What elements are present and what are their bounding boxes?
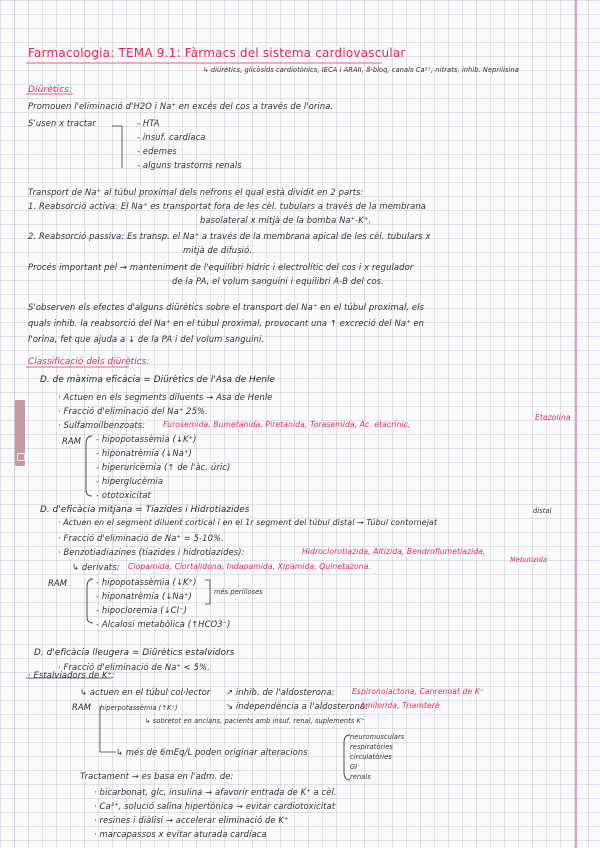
perilloses-bracket: [205, 580, 210, 604]
class-c-title: D. d'eficàcia lleugera = Diürètics estalvidors: [34, 648, 235, 658]
ram-a-item: - hiponatrèmia (↓Na⁺): [96, 448, 192, 458]
use-item: - edemes: [137, 146, 177, 156]
treatment-item: · marcapassos x evitar aturada cardíaca: [94, 829, 267, 839]
alteration-item: renals: [350, 773, 371, 781]
class-b-drugs-1: Hidroclorotiazida, Altizida, Bendroflumetiazida,: [302, 547, 486, 556]
ram-a-item: - ototoxicitat: [96, 490, 151, 500]
process-line-2: de la PA, el volum sanguini i equilibri A-B del cos.: [172, 276, 384, 286]
treatment-item: · resines i diàlisi → accelerar eliminació de K⁺: [94, 815, 289, 825]
ram-b-item: - hipopotassèmia (↓K⁺): [96, 577, 197, 587]
alteration-item: neuromusculars: [350, 733, 405, 741]
alteration-item: circulatòries: [350, 753, 392, 761]
class-c-line-3: ↳ actuen en el túbul col·lector: [80, 687, 211, 697]
class-b-line-3: · Benzotiadiazines (tiazides i hidrotiazides):: [58, 547, 245, 557]
diuretics-heading: Diürètics:: [28, 85, 73, 95]
treatment-item: · bicarbonat, glc, insulina → afavorir entrada de K⁺ a cèl.: [94, 787, 337, 797]
class-b-title: D. d'eficàcia mitjana = Tiazides i Hidrotiazides: [40, 505, 250, 515]
ram-b-brace: [87, 579, 93, 623]
class-c-line-2: · Estalviadors de K⁺:: [28, 670, 116, 680]
passive-reabsorption-2: mitjà de difusió.: [183, 245, 253, 255]
class-a-title: D. de màxima eficàcia = Diürètics de l'Asa de Henle: [40, 375, 276, 385]
class-c-independent-drugs: Amilorida, Triamterè: [360, 701, 440, 710]
class-c-line-3b: ↗ inhib. de l'aldosterona:: [226, 687, 335, 697]
alteration-item: GI: [350, 763, 358, 771]
class-b-drugs-2: Clopamida, Clortalidona, Indapamida, Xipamida, Quinetazona.: [128, 562, 371, 571]
class-c-line-6: ↳ més de 6mEq/L poden originar alteracions: [116, 747, 308, 757]
uses-bracket: [112, 126, 122, 168]
ram-a-item: - hipopotassèmia (↓K⁺): [96, 434, 197, 444]
page-subtitle: ↳ diürètics, glicòsids cardiotònics, IECA i ARAII, ß-bloq, canals Ca²⁺, nitrats, inhib. Neprilisina: [203, 66, 519, 74]
ram-a-item: - hiperglucèmia: [96, 476, 164, 486]
class-b-line-1: · Actuen en el segment diluent cortical i en el 1r segment del túbul distal → Túbul contornejat: [58, 518, 438, 527]
class-b-line-4: ↳ derivats:: [72, 562, 120, 572]
treatment-item: · Ca²⁺, solució salina hipertònica → evitar cardiotoxicitat: [94, 801, 336, 811]
observation-line-2: quals inhib. la reabsorció del Na⁺ en el túbul proximal, provocant una ↑ excreció del Na⁺ en: [28, 318, 425, 328]
use-item: - HTA: [137, 118, 160, 128]
diuretics-line-1: Promouen l'eliminació d'H2O i Na⁺ en excés del cos a través de l'orina.: [28, 101, 334, 111]
class-c-line-5: ↳ sobretot en ancians, pacients amb insuf. renal, suplements K⁺: [145, 717, 365, 725]
passive-reabsorption-1: 2. Reabsorció passiva: Es transp. el Na⁺ a través de la membrana apical de les cèl. tubulars x: [28, 231, 431, 241]
class-a-line-3: · Sulfamoilbenzoats:: [58, 420, 146, 430]
class-c-aldosterone-drugs: Espironolactona, Canrenoat de K⁺: [352, 687, 484, 696]
ram-b-label: RAM: [48, 578, 68, 588]
transport-line: Transport de Na⁺ al túbul proximal dels nefrons el qual està dividit en 2 parts:: [28, 187, 364, 197]
class-b-line-2: · Fracció d'eliminació de Na⁺ = 5-10%.: [58, 533, 224, 543]
class-a-line-1: · Actuen en els segments diluents → Asa de Henle: [58, 392, 273, 402]
class-b-distal: distal: [533, 507, 552, 515]
use-item: - alguns trastorns renals: [137, 160, 242, 170]
class-c-line-4: ↘ independència a l'aldosterona:: [226, 701, 369, 711]
observation-line-1: S'observen els efectes d'alguns diürètics sobre el transport del Na⁺ en el túbul proximal, els: [28, 302, 425, 312]
ram-a-brace: [86, 436, 92, 496]
class-c-line-1: · Fracció d'eliminació de Na⁺ < 5%.: [58, 662, 210, 672]
class-a-drug-extra: Etozolina: [535, 413, 571, 422]
ram-b-item: - Alcalosi metabòlica (↑HCO3⁻): [96, 619, 231, 629]
class-a-drugs: Furosemida, Bumetanida, Piretanida, Torasemida, Àc. etacrínic,: [163, 420, 411, 429]
observation-line-3: l'orina, fet que ajuda a ↓ de la PA i del volum sanguini.: [28, 334, 265, 344]
classification-heading: Classificació dels diürètics:: [28, 357, 150, 367]
diuretics-line-2: S'usen x tractar: [28, 118, 96, 128]
ram-c-item: hiperpotassèmia (↑K⁺): [100, 704, 178, 712]
ram-b-item: - hiponatrèmia (↓Na⁺): [96, 591, 192, 601]
class-b-drug-extra: Mebutizida: [510, 556, 548, 564]
treatment-line: Tractament → es basa en l'adm. de:: [80, 771, 234, 781]
ram-a-item: - hiperuricèmia (↑ de l'àc. úric): [96, 462, 231, 472]
process-line-1: Procés important pel → manteniment de l'equilibri hídric i electrolític del cos i x regulador: [28, 262, 414, 272]
ram-c-label: RAM: [72, 702, 92, 712]
ram-b-note: més perilloses: [214, 588, 263, 596]
c-arrow-line: [100, 706, 116, 752]
active-reabsorption-2: basolateral x mitjà de la bomba Na⁺-K⁺.: [200, 215, 372, 225]
ram-b-item: - hipocloremia (↓Cl⁻): [96, 605, 187, 615]
alteration-item: respiratòries: [350, 743, 393, 751]
ram-a-label: RAM: [62, 436, 82, 446]
active-reabsorption-1: 1. Reabsorció activa: El Na⁺ es transportat fora de les cèl. tubulars a través de la membrana: [28, 201, 426, 211]
use-item: - insuf. cardíaca: [137, 132, 206, 142]
page-title: Farmacologia: TEMA 9.1: Fàrmacs del sistema cardiovascular: [28, 46, 406, 60]
class-a-line-2: · Fracció d'eliminació del Na⁺ 25%.: [58, 406, 208, 416]
